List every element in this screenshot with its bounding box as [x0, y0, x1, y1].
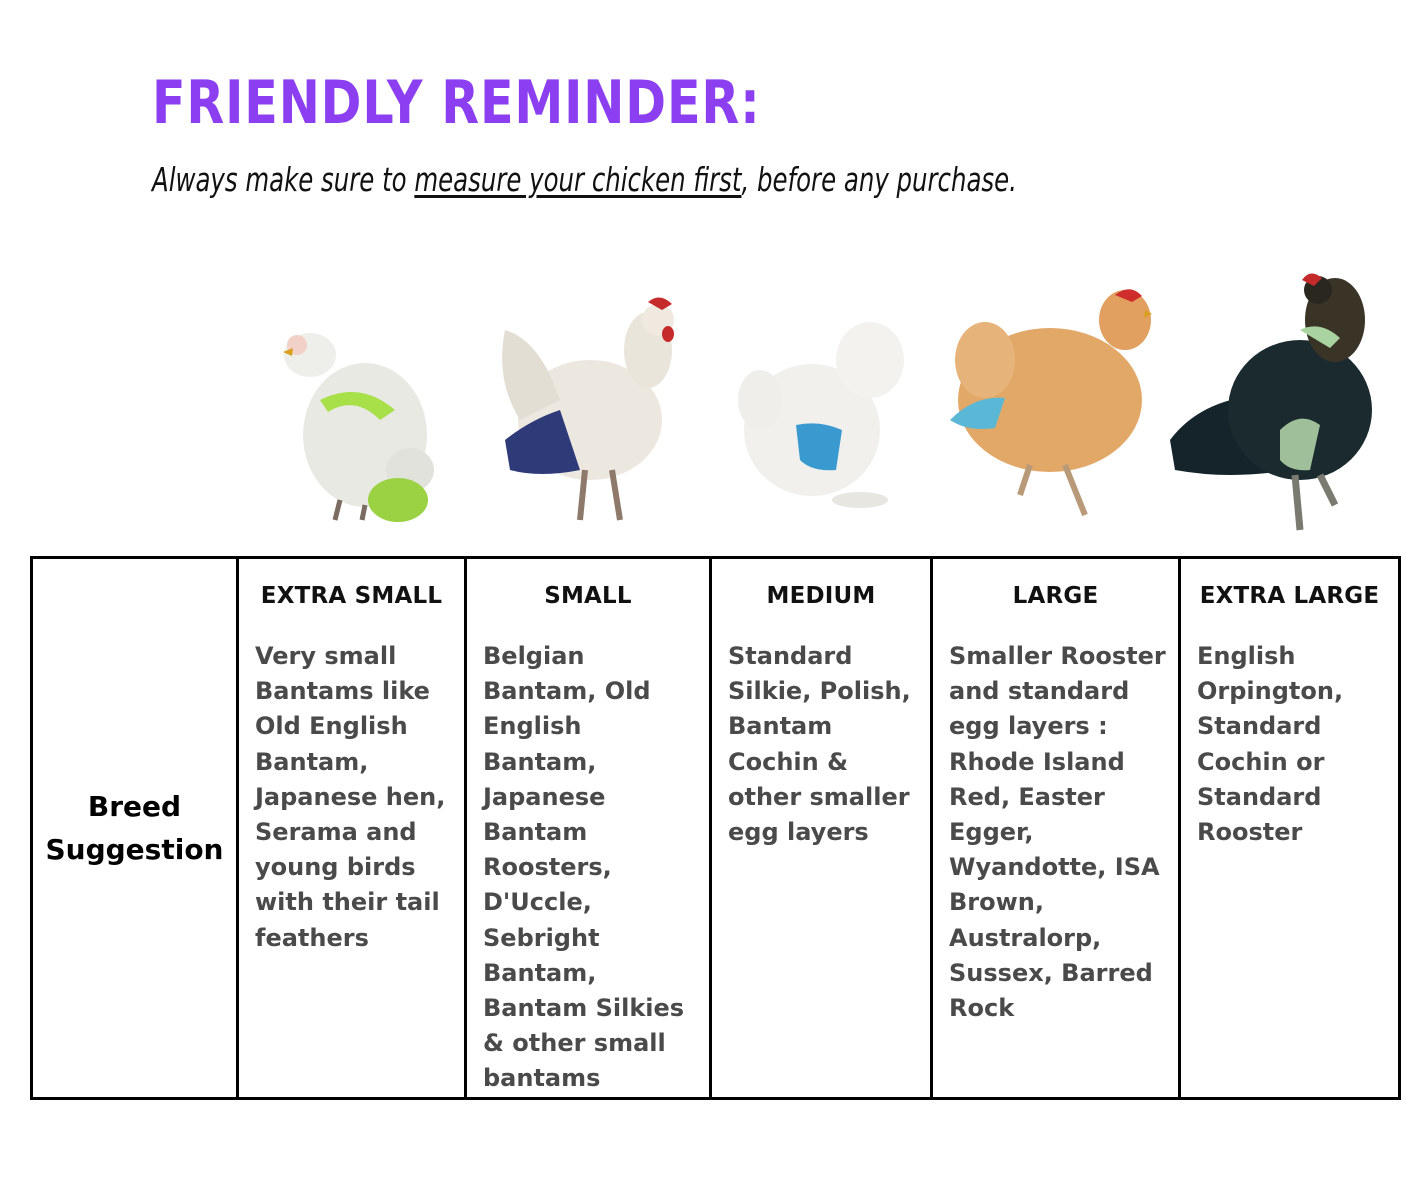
row-header-line2: Suggestion [45, 832, 224, 866]
size-header-medium: MEDIUM [766, 583, 876, 609]
column-extra-small [238, 558, 466, 1099]
medium-chicken-image [738, 322, 904, 508]
extra-small-chicken-image [283, 333, 434, 522]
subtitle-emphasis: measure your chicken first [414, 160, 742, 199]
column-medium [711, 558, 932, 1099]
breed-list-large: Smaller Rooster and standard egg layers : Rhode Island Red, Easter Egger, Wyandotte, ISA Brown, Australorp, Sussex, Barred Rock [949, 642, 1166, 1023]
row-header-line1: Breed [87, 789, 182, 823]
breed-list-extra-small: Very small Bantams like Old English Bantam, Japanese hen, Serama and young birds with their tail feathers [255, 642, 446, 952]
subtitle-text-after: , before any purchase. [741, 160, 1017, 199]
extra-large-chicken-image [1170, 273, 1372, 530]
column-large [932, 558, 1180, 1099]
size-header-small: SMALL [544, 583, 632, 609]
size-header-large: LARGE [1012, 583, 1099, 609]
breed-list-medium: Standard Silkie, Polish, Bantam Cochin & other smaller egg layers [728, 642, 911, 847]
size-chart-table [30, 556, 1401, 1100]
column-extra-large [1180, 558, 1400, 1099]
large-chicken-image [950, 289, 1152, 515]
size-header-extra-large: EXTRA LARGE [1199, 583, 1380, 609]
page-title: FRIENDLY REMINDER: [152, 68, 761, 138]
chicken-illustrations [0, 0, 1428, 560]
subtitle-text-before: Always make sure to [152, 160, 415, 199]
breed-list-extra-large: English Orpington, Standard Cochin or Standard Rooster [1197, 642, 1344, 847]
breed-list-small: Belgian Bantam, Old English Bantam, Japanese Bantam Roosters, D'Uccle, Sebright Bantam, Bantam Silkies & other small bantams [483, 642, 685, 1093]
size-header-extra-small: EXTRA SMALL [260, 583, 443, 609]
small-chicken-image [502, 297, 674, 520]
row-header-breed-suggestion [32, 558, 238, 1099]
column-small [466, 558, 711, 1099]
